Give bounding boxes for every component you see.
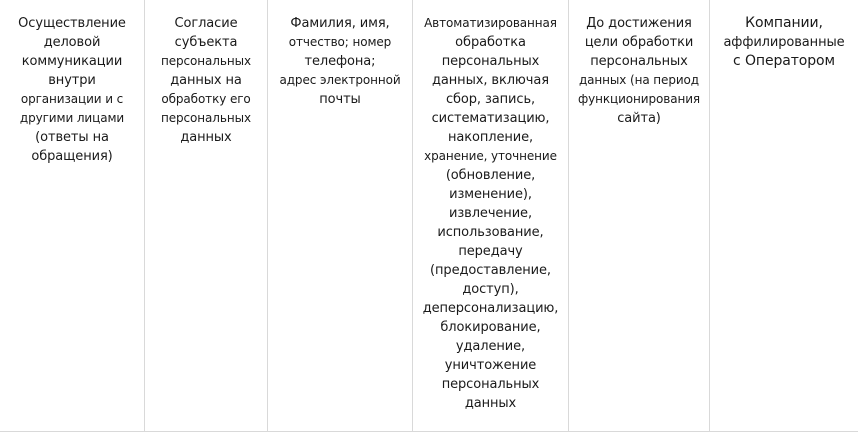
cell-text-line: персональных bbox=[161, 111, 251, 125]
cell-text-line: (предоставление, bbox=[430, 263, 551, 278]
cell-text-line: отчество; номер bbox=[288, 35, 392, 49]
cell-processing-purpose bbox=[0, 0, 145, 431]
cell-recipients bbox=[710, 0, 858, 431]
cell-text-line: (обновление, bbox=[445, 168, 536, 183]
cell-legal-basis bbox=[145, 0, 268, 431]
cell-text-line: данных, включая bbox=[432, 73, 549, 88]
cell-text-line: До достижения bbox=[586, 16, 692, 31]
cell-text-line: накопление, bbox=[447, 130, 534, 145]
cell-text-line: с Оператором bbox=[733, 53, 835, 69]
cell-text-line: хранение, уточнение bbox=[424, 149, 557, 163]
cell-text-line: удаление, bbox=[455, 339, 526, 354]
cell-text-line: обработку его bbox=[161, 92, 251, 106]
cell-text-line: данных bbox=[180, 130, 232, 145]
cell-text-line: использование, bbox=[437, 225, 544, 240]
cell-text-line: функционирования bbox=[577, 92, 701, 106]
cell-text-line: уничтожение bbox=[444, 358, 537, 373]
cell-text-line: блокирование, bbox=[440, 320, 541, 335]
cell-text-line: данных (на период bbox=[578, 73, 699, 87]
cell-text-line: персональных bbox=[161, 54, 251, 68]
cell-text-line: Автоматизированная bbox=[424, 16, 557, 30]
cell-text-line: субъекта bbox=[174, 35, 238, 50]
cell-text-line: Осуществление bbox=[18, 16, 126, 31]
cell-text-line: телефона; bbox=[304, 54, 376, 69]
cell-text-line: персональных bbox=[441, 54, 540, 69]
cell-data-categories bbox=[268, 0, 413, 431]
cell-text-line: обработка bbox=[455, 35, 526, 50]
cell-text-line: Фамилия, имя, bbox=[290, 16, 390, 31]
cell-text-line: доступ), bbox=[462, 282, 519, 297]
cell-text-line: деперсонализацию, bbox=[422, 301, 559, 316]
cell-text-line: персональных bbox=[441, 377, 540, 392]
cell-text-line: организации и с bbox=[20, 92, 124, 106]
cell-text-line: сбор, запись, bbox=[445, 92, 536, 107]
cell-text-line: коммуникации bbox=[21, 54, 123, 69]
cell-text-line: изменение), bbox=[449, 187, 532, 202]
cell-text-line: извлечение, bbox=[449, 206, 532, 221]
cell-text-line: Компании, bbox=[745, 15, 823, 31]
cell-processing-actions bbox=[413, 0, 569, 431]
cell-text-line: передачу bbox=[458, 244, 523, 259]
cell-text-line: цели обработки bbox=[584, 35, 694, 50]
cell-text-line: данных на bbox=[170, 73, 242, 88]
cell-text-line: Согласие bbox=[174, 16, 238, 31]
cell-retention-period bbox=[569, 0, 710, 431]
cell-text-line: деловой bbox=[43, 35, 101, 50]
cell-text-line: адрес электронной bbox=[279, 73, 401, 87]
cell-text-line: персональных bbox=[590, 54, 688, 69]
cell-text-line: обращения) bbox=[31, 149, 113, 164]
cell-text-line: внутри bbox=[48, 73, 96, 88]
cell-text-line: данных bbox=[464, 396, 517, 411]
cell-text-line: (ответы на bbox=[35, 130, 109, 145]
cell-text-line: почты bbox=[319, 92, 361, 107]
cell-text-line: систематизацию, bbox=[431, 111, 550, 126]
cell-text-line: сайта) bbox=[617, 111, 661, 126]
cell-text-line: другими лицами bbox=[19, 111, 125, 125]
cell-text-line: аффилированные bbox=[723, 35, 845, 50]
